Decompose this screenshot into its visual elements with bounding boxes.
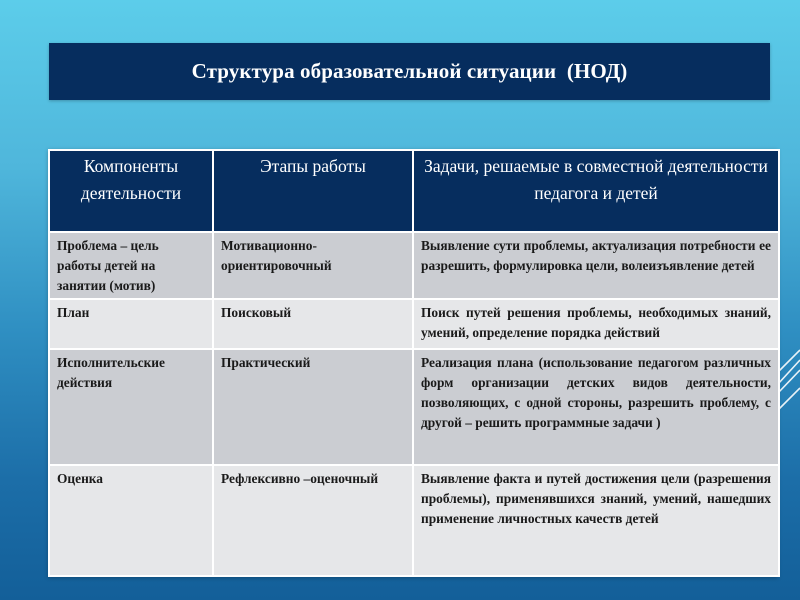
table-row (49, 299, 779, 349)
cell-tasks: Выявление факта и путей достижения цели (разрешения проблемы), применявшихся знаний, умений, нашедших применение личностных качеств детей (413, 465, 779, 576)
table-header-row (49, 150, 779, 232)
cell-stage: Мотивационно-ориентировочный (213, 232, 413, 299)
structure-table (48, 149, 778, 577)
table-row (49, 349, 779, 465)
table-row (49, 232, 779, 299)
slide-title-bar (49, 43, 770, 100)
cell-tasks: Поиск путей решения проблемы, необходимых знаний, умений, определение порядка действий (413, 299, 779, 349)
cell-component: План (49, 299, 213, 349)
cell-tasks: Выявление сути проблемы, актуализация потребности ее разрешить, формулировка цели, волеизъявление детей (413, 232, 779, 299)
header-components: Компоненты деятельности (49, 150, 213, 232)
table-row (49, 465, 779, 576)
structure-table-grid (48, 149, 780, 577)
cell-component: Проблема – цель работы детей на занятии (мотив) (49, 232, 213, 299)
cell-stage: Рефлексивно –оценочный (213, 465, 413, 576)
cell-tasks: Реализация плана (использование педагогом различных форм организации детских видов деятельности, позволяющих, с одной стороны, разрешить проблему, с другой – решить программные задачи ) (413, 349, 779, 465)
cell-component: Исполнительские действия (49, 349, 213, 465)
cell-stage: Практический (213, 349, 413, 465)
header-tasks: Задачи, решаемые в совместной деятельности педагога и детей (413, 150, 779, 232)
header-stages: Этапы работы (213, 150, 413, 232)
cell-stage: Поисковый (213, 299, 413, 349)
cell-component: Оценка (49, 465, 213, 576)
slide-title: Структура образовательной ситуации (НОД) (191, 59, 628, 83)
